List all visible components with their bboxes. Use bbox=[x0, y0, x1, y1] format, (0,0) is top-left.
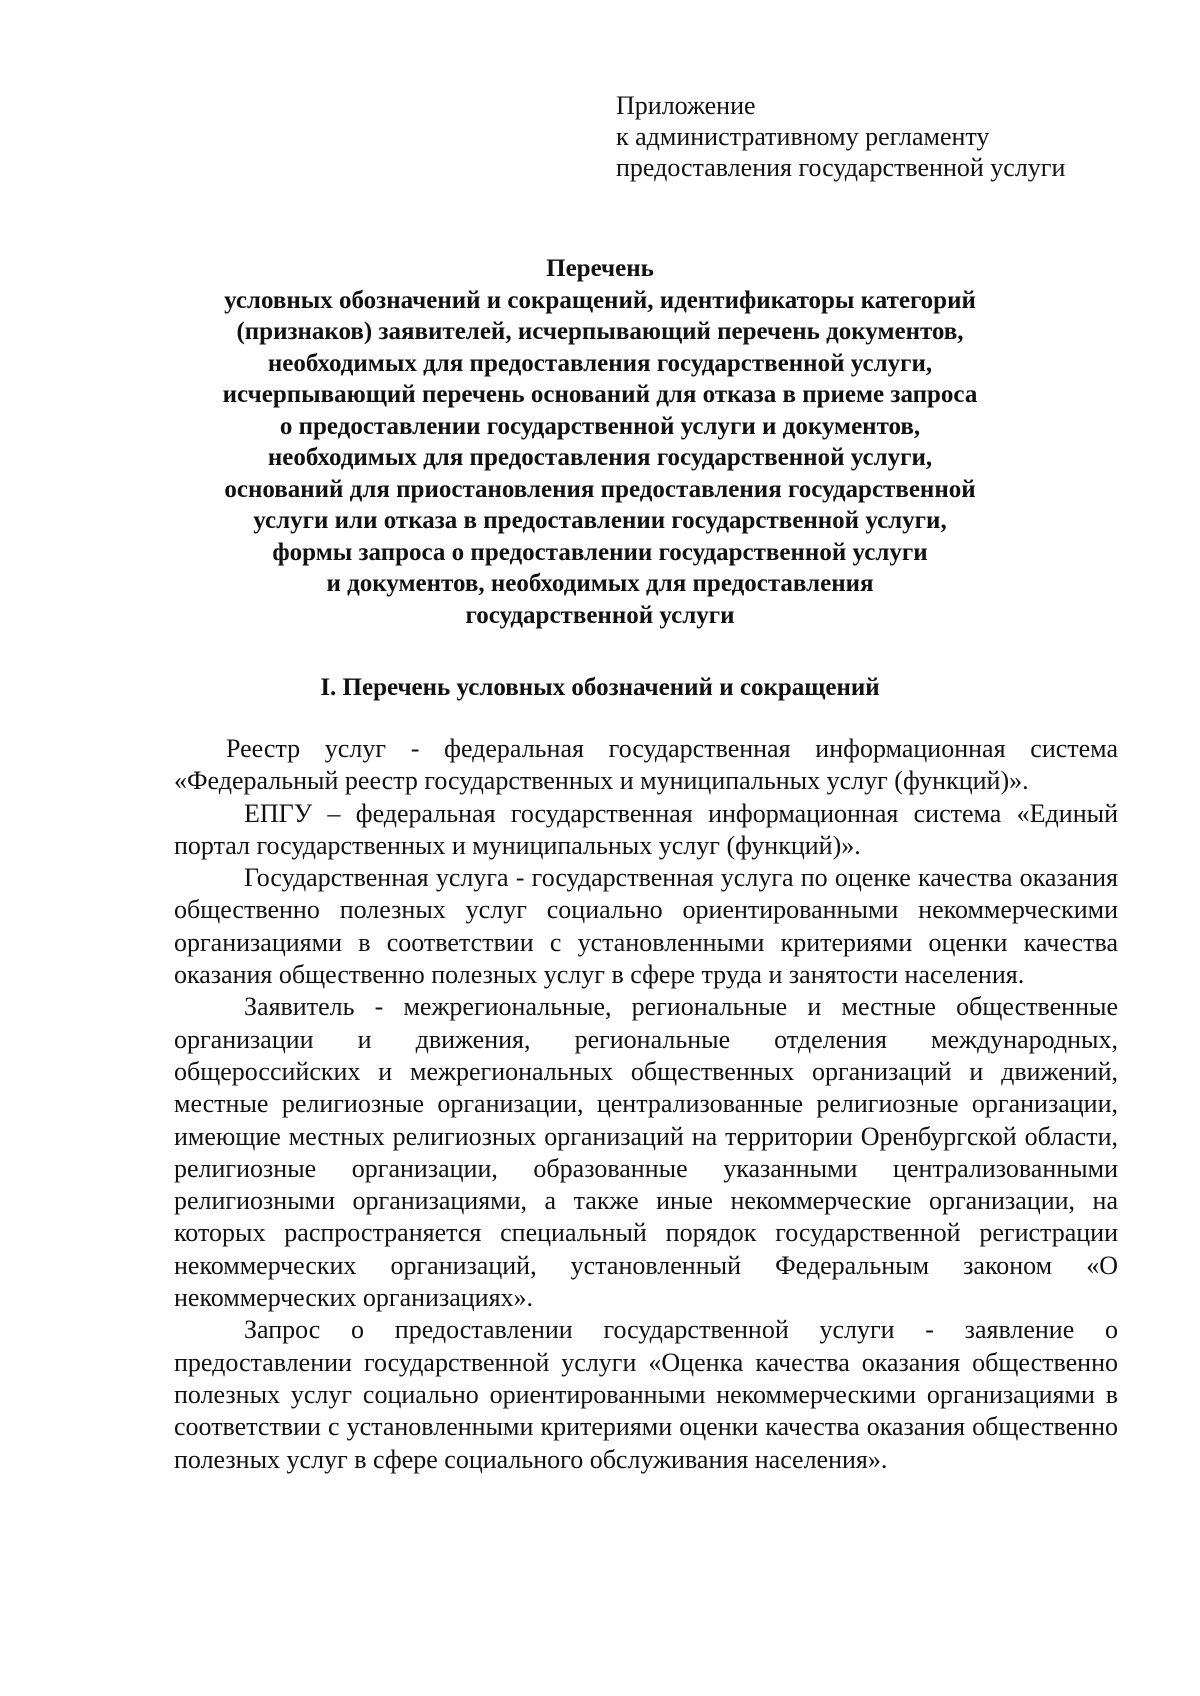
title-line: услуги или отказа в предоставлении государственной услуги, bbox=[253, 507, 947, 534]
title-line: формы запроса о предоставлении государственной услуги bbox=[272, 538, 928, 566]
appendix-line-1: Приложение bbox=[616, 91, 756, 120]
appendix-line-3: предоставления государственной услуги bbox=[616, 153, 1066, 182]
appendix-header bbox=[616, 90, 1136, 183]
definition-applicant: Заявитель - межрегиональные, региональные и местные общественные организации и движения, региональные отделения международных, общероссийских и межрегиональных общественных организаций и движений, местные религиозные организации, централизованные религиозные организации, имеющие местных религиозных организаций на территории Оренбургской области, религиозные организации, образованные указанными централизованными религиозными организациями, а также иные некоммерческие организации, на которых распространяется специальный порядок государственной регистрации некоммерческих организаций, установленный Федеральным законом «О некоммерческих организациях». bbox=[174, 992, 1118, 1313]
definition-request: Запрос о предоставлении государственной услуги - заявление о предоставлении государственной услуги «Оценка качества оказания общественно полезных услуг социально ориентированными некоммерческими организациями в соответствии с установленными критериями оценки качества оказания общественно полезных услуг в сфере социального обслуживания населения». bbox=[174, 1315, 1118, 1474]
title-line: условных обозначений и сокращений, идентификаторы категорий bbox=[224, 286, 976, 314]
title-line: необходимых для предоставления государственной услуги, bbox=[267, 349, 933, 377]
definition-epgu: ЕПГУ – федеральная государственная информационная система «Единый портал государственных и муниципальных услуг (функций)». bbox=[174, 798, 1118, 860]
title-line: и документов, необходимых для предоставления bbox=[326, 570, 874, 597]
section-heading: I. Перечень условных обозначений и сокращений bbox=[320, 674, 880, 701]
title-line: (признаков) заявителей, исчерпывающий перечень документов, bbox=[236, 318, 964, 345]
definition-registry: Реестр услуг - федеральная государственная информационная система «Федеральный реестр государственных и муниципальных услуг (функций)». bbox=[174, 734, 1118, 796]
title-line: государственной услуги bbox=[465, 601, 735, 629]
title-line: оснований для приостановления предоставления государственной bbox=[224, 475, 976, 503]
title-line: исчерпывающий перечень оснований для отказа в приеме запроса bbox=[222, 381, 978, 408]
title-line: Перечень bbox=[546, 255, 654, 282]
appendix-line-2: к административному регламенту bbox=[616, 122, 990, 151]
definition-state-service: Государственная услуга - государственная услуга по оценке качества оказания общественно полезных услуг социально ориентированными некоммерческими организациями в соответствии с установленными критериями оценки качества оказания общественно полезных услуг в сфере труда и занятости населения. bbox=[174, 863, 1118, 990]
section-body bbox=[174, 733, 1118, 1476]
document-title bbox=[150, 253, 1050, 631]
title-line: о предоставлении государственной услуги и документов, bbox=[279, 412, 921, 440]
title-line: необходимых для предоставления государственной услуги, bbox=[267, 444, 933, 471]
